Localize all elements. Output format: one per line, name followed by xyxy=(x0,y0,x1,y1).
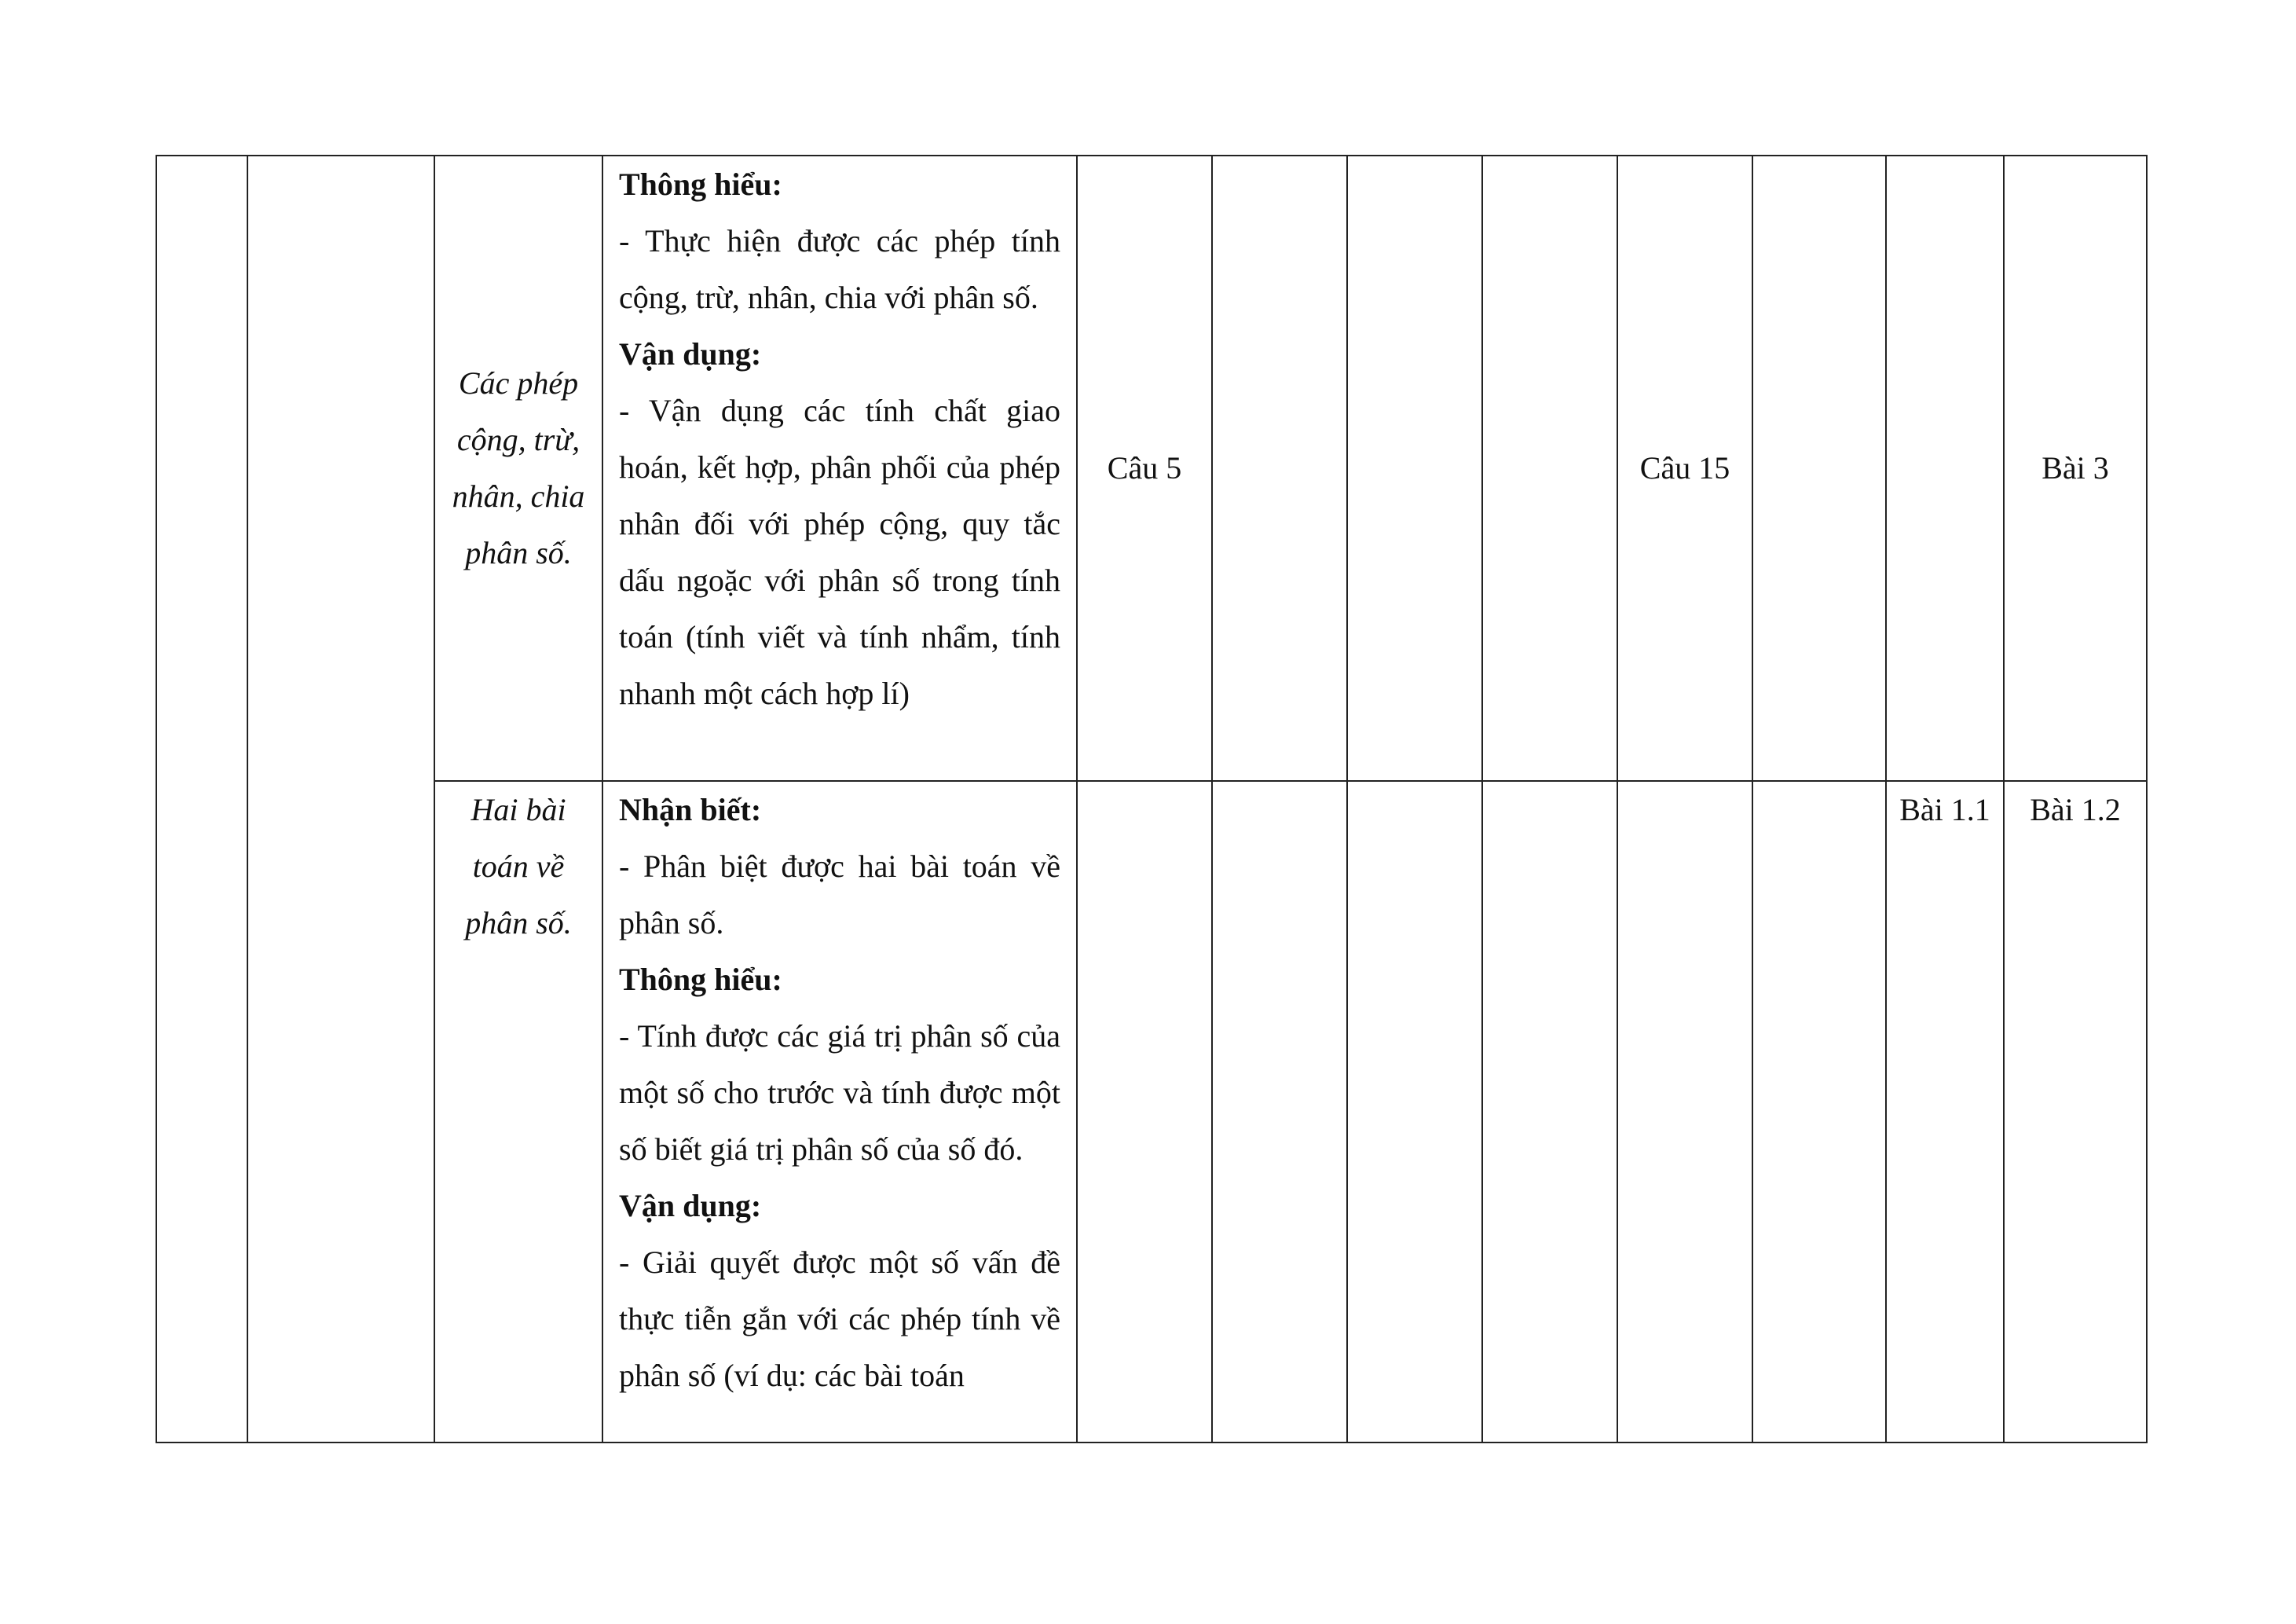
requirement-text: - Giải quyết được một số vấn đề thực tiễn gắn với các phép tính về phân số (ví dụ: các bài toán xyxy=(619,1245,1060,1393)
table-row xyxy=(156,156,2147,781)
requirement-cell xyxy=(602,156,1077,781)
topic-cell xyxy=(434,156,602,781)
question-cell: Bài 1.2 xyxy=(2004,781,2147,1443)
question-cell xyxy=(1212,156,1347,781)
question-cell xyxy=(1482,781,1617,1443)
question-cell: Câu 5 xyxy=(1077,156,1212,781)
level-heading: Nhận biết: xyxy=(619,792,762,827)
requirement-text: - Thực hiện được các phép tính cộng, trừ, nhân, chia với phân số. xyxy=(619,223,1060,315)
question-cell xyxy=(1752,156,1886,781)
question-cell xyxy=(1752,781,1886,1443)
requirement-text: - Phân biệt được hai bài toán về phân số. xyxy=(619,849,1060,940)
question-cell xyxy=(1077,781,1212,1443)
topic-text: Hai bài toán về phân số. xyxy=(465,792,572,940)
question-cell xyxy=(1617,781,1752,1443)
question-cell xyxy=(1886,156,2004,781)
question-cell: Câu 15 xyxy=(1617,156,1752,781)
requirement-cell xyxy=(602,781,1077,1443)
chapter-cell xyxy=(247,156,434,1443)
question-cell: Bài 1.1 xyxy=(1886,781,2004,1443)
topic-text: Các phép cộng, trừ, nhân, chia phân số. xyxy=(452,365,585,570)
level-heading: Thông hiểu: xyxy=(619,167,782,202)
level-heading: Vận dụng: xyxy=(619,336,762,372)
question-cell xyxy=(1347,781,1482,1443)
requirement-text: - Tính được các giá trị phân số của một số cho trước và tính được một số biết giá trị phân số của số đó. xyxy=(619,1018,1060,1167)
level-heading: Thông hiểu: xyxy=(619,962,782,997)
requirement-clip xyxy=(619,782,1060,1442)
question-cell xyxy=(1212,781,1347,1443)
level-heading: Vận dụng: xyxy=(619,1188,762,1223)
topic-cell xyxy=(434,781,602,1443)
question-cell xyxy=(1482,156,1617,781)
question-cell xyxy=(1347,156,1482,781)
question-cell: Bài 3 xyxy=(2004,156,2147,781)
table-row xyxy=(156,781,2147,1443)
content-matrix-table xyxy=(156,155,2148,1443)
requirement-text: - Vận dụng các tính chất giao hoán, kết hợp, phân phối của phép nhân đối với phép cộng, quy tắc dấu ngoặc với phân số trong tính toán (tính viết và tính nhẩm, tính nhanh một cách hợp lí) xyxy=(619,393,1060,711)
index-cell xyxy=(156,156,247,1443)
